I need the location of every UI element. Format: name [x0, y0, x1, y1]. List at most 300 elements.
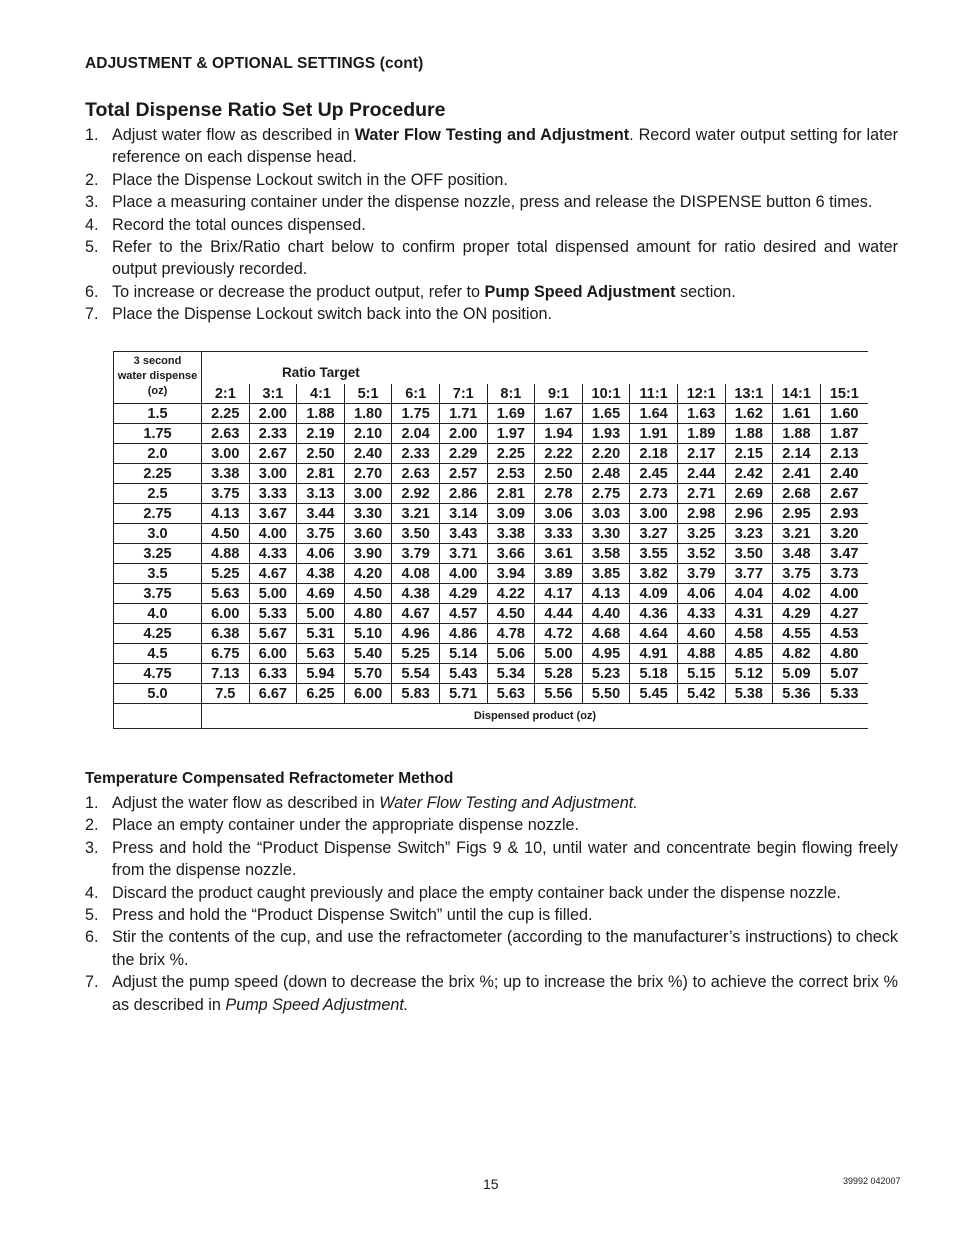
dispensed-product-cell: 4.27: [820, 604, 868, 624]
dispensed-product-cell: 5.00: [535, 644, 583, 664]
dispensed-product-cell: 4.82: [773, 644, 821, 664]
dispensed-product-cell: 3.00: [630, 504, 678, 524]
dispensed-product-cell: 4.67: [249, 564, 297, 584]
dispensed-product-cell: 3.55: [630, 544, 678, 564]
dispensed-product-cell: 2.93: [820, 504, 868, 524]
dispensed-product-cell: 2.95: [773, 504, 821, 524]
dispensed-product-cell: 4.06: [297, 544, 345, 564]
dispensed-product-cell: 6.00: [249, 644, 297, 664]
water-dispense-value: 4.25: [114, 624, 202, 644]
dispensed-product-cell: 4.20: [344, 564, 392, 584]
table-row: [114, 644, 869, 664]
dispensed-product-cell: 1.80: [344, 404, 392, 424]
ratio-header: 7:1: [439, 384, 487, 404]
dispensed-product-cell: 2.19: [297, 424, 345, 444]
ratio-header: 4:1: [297, 384, 345, 404]
dispensed-product-cell: 3.00: [202, 444, 250, 464]
dispensed-product-cell: 4.53: [820, 624, 868, 644]
procedure-step: [85, 169, 898, 191]
dispensed-product-cell: 4.17: [535, 584, 583, 604]
dispensed-product-cell: 4.44: [535, 604, 583, 624]
table-row: [114, 564, 869, 584]
dispensed-product-cell: 3.48: [773, 544, 821, 564]
dispensed-product-cell: 4.91: [630, 644, 678, 664]
dispensed-product-cell: 3.82: [630, 564, 678, 584]
table-row: [114, 624, 869, 644]
step-text: Adjust the water flow as described in: [112, 794, 380, 812]
dispensed-product-cell: 2.29: [439, 444, 487, 464]
dispensed-product-cell: 5.42: [677, 684, 725, 704]
dispensed-product-cell: 5.33: [249, 604, 297, 624]
dispensed-product-cell: 5.94: [297, 664, 345, 684]
dispensed-product-cell: 3.50: [725, 544, 773, 564]
ratio-header: 2:1: [202, 384, 250, 404]
water-dispense-value: 3.25: [114, 544, 202, 564]
dispensed-product-cell: 2.67: [820, 484, 868, 504]
step-text: Place an empty container under the appropriate dispense nozzle.: [112, 816, 580, 835]
water-dispense-value: 5.0: [114, 684, 202, 704]
dispensed-product-cell: 4.69: [297, 584, 345, 604]
step-text: Place the Dispense Lockout switch back into the ON position.: [112, 305, 552, 324]
dispensed-product-cell: 2.63: [202, 424, 250, 444]
dispensed-product-cell: 2.25: [202, 404, 250, 424]
dispensed-product-cell: 5.54: [392, 664, 440, 684]
step-number: 3.: [85, 838, 99, 857]
dispensed-product-cell: 4.33: [249, 544, 297, 564]
dispensed-product-cell: 1.88: [297, 404, 345, 424]
dispensed-product-cell: 4.33: [677, 604, 725, 624]
dispensed-product-cell: 2.53: [487, 464, 535, 484]
dispensed-product-cell: 5.23: [582, 664, 630, 684]
dispensed-product-cell: 2.50: [297, 444, 345, 464]
dispensed-product-cell: 4.38: [392, 584, 440, 604]
water-dispense-label-line: 3 second: [133, 355, 182, 367]
procedure-step: [85, 281, 898, 303]
dispensed-product-cell: 3.61: [535, 544, 583, 564]
dispensed-product-cell: 5.00: [297, 604, 345, 624]
table-row: [114, 584, 869, 604]
dispensed-product-cell: 2.00: [249, 404, 297, 424]
step-number: 2.: [85, 170, 99, 189]
step-text: Press and hold the “Product Dispense Switch” Figs 9 & 10, until water and concentrate begin flowing freely from the dispense nozzle.: [112, 838, 898, 880]
step-text: Adjust water flow as described in: [112, 126, 355, 144]
dispensed-product-cell: 4.29: [773, 604, 821, 624]
water-dispense-value: 2.25: [114, 464, 202, 484]
dispensed-product-cell: 2.00: [439, 424, 487, 444]
step-number: 7.: [85, 973, 99, 992]
dispensed-product-cell: 3.09: [487, 504, 535, 524]
dispensed-product-cell: 4.50: [487, 604, 535, 624]
water-dispense-label-line: water dispense: [117, 370, 198, 382]
ratio-target-label: Ratio Target: [282, 365, 360, 380]
dispensed-product-cell: 5.63: [487, 684, 535, 704]
water-dispense-value: 2.75: [114, 504, 202, 524]
dispensed-product-cell: 3.52: [677, 544, 725, 564]
dispensed-product-cell: 2.41: [773, 464, 821, 484]
dispensed-product-cell: 3.77: [725, 564, 773, 584]
dispensed-product-cell: 2.33: [249, 424, 297, 444]
table-row: [114, 524, 869, 544]
dispensed-product-cell: 4.08: [392, 564, 440, 584]
refractometer-step: [85, 837, 898, 882]
step-text: Water Flow Testing and Adjustment: [354, 126, 630, 144]
dispensed-product-cell: 3.66: [487, 544, 535, 564]
water-dispense-value: 2.0: [114, 444, 202, 464]
dispensed-product-cell: 3.38: [202, 464, 250, 484]
step-text: Pump Speed Adjustment: [484, 282, 676, 301]
dispensed-product-cell: 3.30: [344, 504, 392, 524]
dispensed-product-cell: 4.36: [630, 604, 678, 624]
dispensed-product-cell: 2.63: [392, 464, 440, 484]
dispensed-product-cell: 3.20: [820, 524, 868, 544]
refractometer-step: [85, 926, 898, 971]
dispensed-product-cell: 4.57: [439, 604, 487, 624]
dispensed-product-cell: 5.63: [297, 644, 345, 664]
dispensed-product-cell: 6.33: [249, 664, 297, 684]
dispensed-product-cell: 3.75: [297, 524, 345, 544]
step-number: 5.: [85, 238, 99, 257]
step-text: Press and hold the “Product Dispense Switch” until the cup is filled.: [112, 906, 593, 925]
dispensed-product-cell: 3.25: [677, 524, 725, 544]
dispensed-product-cell: 5.34: [487, 664, 535, 684]
dispensed-product-cell: 2.86: [439, 484, 487, 504]
dispensed-product-cell: 5.63: [202, 584, 250, 604]
dispensed-product-cell: 2.40: [820, 464, 868, 484]
dispensed-product-cell: 6.25: [297, 684, 345, 704]
dispensed-product-cell: 2.69: [725, 484, 773, 504]
step-text: Stir the contents of the cup, and use the refractometer (according to the manufacturer’s instructions) to check the brix %.: [112, 928, 898, 969]
dispensed-product-cell: 4.50: [344, 584, 392, 604]
dispensed-product-cell: 1.88: [725, 424, 773, 444]
dispensed-product-cell: 2.15: [725, 444, 773, 464]
page-number: 15: [483, 1176, 499, 1192]
dispensed-product-cell: 2.45: [630, 464, 678, 484]
dispensed-product-cell: 2.57: [439, 464, 487, 484]
dispensed-product-cell: 3.71: [439, 544, 487, 564]
dispensed-product-cell: 3.38: [487, 524, 535, 544]
dispensed-product-cell: 1.64: [630, 404, 678, 424]
water-dispense-header: [114, 352, 202, 404]
dispensed-product-cell: 3.50: [392, 524, 440, 544]
dispensed-product-cell: 2.78: [535, 484, 583, 504]
step-text: Water Flow Testing and Adjustment.: [379, 794, 638, 812]
dispensed-product-cell: 4.00: [820, 584, 868, 604]
dispensed-product-cell: 4.06: [677, 584, 725, 604]
section-header: ADJUSTMENT & OPTIONAL SETTINGS (cont): [85, 55, 424, 72]
dispensed-product-cell: 4.80: [820, 644, 868, 664]
dispensed-product-cell: 3.13: [297, 484, 345, 504]
water-dispense-value: 4.0: [114, 604, 202, 624]
dispensed-product-cell: 4.29: [439, 584, 487, 604]
dispensed-product-cell: 4.40: [582, 604, 630, 624]
step-text: Discard the product caught previously and place the empty container back under the dispense nozzle.: [112, 883, 841, 902]
dispensed-product-cell: 3.21: [773, 524, 821, 544]
refractometer-steps: [85, 792, 898, 1016]
dispensed-product-cell: 5.71: [439, 684, 487, 704]
dispensed-product-cell: 6.67: [249, 684, 297, 704]
dispensed-product-cell: 1.97: [487, 424, 535, 444]
dispensed-product-cell: 2.73: [630, 484, 678, 504]
dispensed-product-cell: 3.75: [202, 484, 250, 504]
dispensed-product-cell: 5.09: [773, 664, 821, 684]
ratio-header: 10:1: [582, 384, 630, 404]
ratio-header: 3:1: [249, 384, 297, 404]
dispensed-product-cell: 2.18: [630, 444, 678, 464]
dispensed-product-cell: 4.96: [392, 624, 440, 644]
dispensed-product-cell: 5.25: [202, 564, 250, 584]
table-row: [114, 424, 869, 444]
dispensed-product-cell: 1.94: [535, 424, 583, 444]
dispensed-product-cell: 3.79: [392, 544, 440, 564]
dispensed-product-cell: 4.78: [487, 624, 535, 644]
dispensed-product-cell: 2.68: [773, 484, 821, 504]
dispensed-product-cell: 1.62: [725, 404, 773, 424]
dispensed-product-cell: 5.25: [392, 644, 440, 664]
dispensed-product-cell: 2.48: [582, 464, 630, 484]
dispensed-product-cell: 4.64: [630, 624, 678, 644]
step-text: Adjust the pump speed (down to decrease the brix %; up to increase the brix %) to achieve the correct brix % as described in: [112, 973, 898, 1014]
water-dispense-value: 4.5: [114, 644, 202, 664]
dispensed-product-cell: 6.00: [344, 684, 392, 704]
ratio-header: 15:1: [820, 384, 868, 404]
dispensed-product-cell: 5.33: [820, 684, 868, 704]
dispensed-product-cell: 2.50: [535, 464, 583, 484]
dispensed-product-cell: 5.12: [725, 664, 773, 684]
refractometer-step: [85, 882, 898, 904]
step-number: 4.: [85, 215, 99, 234]
dispensed-product-cell: 2.81: [297, 464, 345, 484]
dispensed-product-cell: 6.00: [202, 604, 250, 624]
dispensed-product-cell: 2.22: [535, 444, 583, 464]
water-dispense-value: 2.5: [114, 484, 202, 504]
procedure-step: [85, 191, 898, 213]
ratio-header: 14:1: [773, 384, 821, 404]
dispensed-product-cell: 3.47: [820, 544, 868, 564]
ratio-header: 11:1: [630, 384, 678, 404]
dispensed-product-cell: 2.70: [344, 464, 392, 484]
dispensed-product-cell: 5.00: [249, 584, 297, 604]
dispensed-product-cell: 3.89: [535, 564, 583, 584]
dispensed-product-cell: 3.00: [249, 464, 297, 484]
water-dispense-value: 1.5: [114, 404, 202, 424]
dispensed-product-cell: 4.80: [344, 604, 392, 624]
dispensed-product-cell: 2.25: [487, 444, 535, 464]
water-dispense-value: 4.75: [114, 664, 202, 684]
dispensed-product-cell: 3.85: [582, 564, 630, 584]
dispensed-product-label: Dispensed product (oz): [202, 704, 869, 729]
refractometer-title: Temperature Compensated Refractometer Method: [85, 770, 454, 787]
step-text: Place the Dispense Lockout switch in the OFF position.: [112, 170, 508, 189]
water-dispense-value: 3.0: [114, 524, 202, 544]
dispensed-product-cell: 3.44: [297, 504, 345, 524]
dispensed-product-cell: 5.56: [535, 684, 583, 704]
dispensed-product-cell: 5.36: [773, 684, 821, 704]
dispensed-product-cell: 4.88: [202, 544, 250, 564]
dispensed-product-cell: 4.68: [582, 624, 630, 644]
step-text: section.: [675, 282, 736, 301]
dispensed-product-cell: 7.13: [202, 664, 250, 684]
dispensed-product-cell: 4.60: [677, 624, 725, 644]
dispensed-product-cell: 4.22: [487, 584, 535, 604]
dispensed-product-cell: 4.72: [535, 624, 583, 644]
dispensed-product-cell: 3.60: [344, 524, 392, 544]
dispensed-product-cell: 2.96: [725, 504, 773, 524]
step-number: 1.: [85, 126, 99, 144]
dispensed-product-cell: 4.55: [773, 624, 821, 644]
step-text: To increase or decrease the product output, refer to: [112, 282, 485, 301]
dispensed-product-cell: 2.98: [677, 504, 725, 524]
dispensed-product-cell: 2.42: [725, 464, 773, 484]
table-row: [114, 604, 869, 624]
dispensed-product-cell: 4.00: [439, 564, 487, 584]
dispensed-product-cell: 3.73: [820, 564, 868, 584]
table-row: [114, 504, 869, 524]
procedure-step: [85, 236, 898, 281]
dispensed-product-cell: 2.10: [344, 424, 392, 444]
step-number: 4.: [85, 883, 99, 902]
step-text: Record the total ounces dispensed.: [112, 215, 366, 234]
dispensed-product-cell: 2.04: [392, 424, 440, 444]
step-text: Place a measuring container under the dispense nozzle, press and release the DISPENSE button 6 times.: [112, 193, 873, 212]
dispensed-product-cell: 1.61: [773, 404, 821, 424]
dispensed-product-cell: 3.58: [582, 544, 630, 564]
doc-id: 39992 042007: [843, 1176, 901, 1186]
ratio-header: 9:1: [535, 384, 583, 404]
dispensed-product-cell: 4.50: [202, 524, 250, 544]
dispensed-product-cell: 5.28: [535, 664, 583, 684]
dispensed-product-cell: 4.13: [202, 504, 250, 524]
dispensed-product-cell: 2.71: [677, 484, 725, 504]
dispensed-product-cell: 4.86: [439, 624, 487, 644]
dispensed-product-cell: 4.00: [249, 524, 297, 544]
dispensed-product-cell: 1.93: [582, 424, 630, 444]
ratio-header: 5:1: [344, 384, 392, 404]
procedure-step: [85, 303, 898, 325]
dispensed-product-cell: 4.38: [297, 564, 345, 584]
dispensed-product-cell: 6.38: [202, 624, 250, 644]
water-dispense-value: 1.75: [114, 424, 202, 444]
dispensed-product-cell: 1.75: [392, 404, 440, 424]
dispensed-product-cell: 3.43: [439, 524, 487, 544]
dispensed-product-cell: 4.04: [725, 584, 773, 604]
dispensed-product-cell: 3.00: [344, 484, 392, 504]
water-dispense-label-line: (oz): [147, 385, 168, 397]
dispensed-product-cell: 2.14: [773, 444, 821, 464]
procedure-step: [85, 214, 898, 236]
table-row: [114, 544, 869, 564]
dispensed-product-cell: 2.75: [582, 484, 630, 504]
dispensed-product-cell: 2.92: [392, 484, 440, 504]
procedure-step: [85, 124, 898, 169]
dispensed-product-cell: 3.27: [630, 524, 678, 544]
refractometer-step: [85, 814, 898, 836]
dispensed-product-cell: 3.67: [249, 504, 297, 524]
table-row: [114, 464, 869, 484]
dispensed-product-cell: 3.03: [582, 504, 630, 524]
water-dispense-value: 3.75: [114, 584, 202, 604]
dispensed-product-cell: 5.83: [392, 684, 440, 704]
dispensed-product-cell: 2.67: [249, 444, 297, 464]
ratio-header: 13:1: [725, 384, 773, 404]
dispensed-product-cell: 1.69: [487, 404, 535, 424]
dispensed-product-cell: 5.14: [439, 644, 487, 664]
table-row: [114, 404, 869, 424]
dispensed-product-cell: 1.87: [820, 424, 868, 444]
dispensed-product-cell: 3.79: [677, 564, 725, 584]
dispensed-product-cell: 7.5: [202, 684, 250, 704]
step-text: Pump Speed Adjustment.: [225, 995, 409, 1014]
dispensed-product-cell: 3.94: [487, 564, 535, 584]
step-number: 6.: [85, 928, 99, 947]
dispensed-product-cell: 1.67: [535, 404, 583, 424]
dispensed-product-cell: 2.40: [344, 444, 392, 464]
dispensed-product-cell: 3.33: [249, 484, 297, 504]
dispensed-product-cell: 1.63: [677, 404, 725, 424]
dispensed-product-cell: 1.88: [773, 424, 821, 444]
dispensed-product-cell: 3.75: [773, 564, 821, 584]
dispensed-product-cell: 5.50: [582, 684, 630, 704]
step-number: 1.: [85, 794, 99, 812]
dispensed-product-cell: 4.31: [725, 604, 773, 624]
dispensed-product-cell: 2.44: [677, 464, 725, 484]
ratio-header: 8:1: [487, 384, 535, 404]
step-text: Refer to the Brix/Ratio chart below to confirm proper total dispensed amount for ratio desired and water output previously recorded.: [112, 238, 898, 279]
ratio-table: [113, 351, 868, 729]
dispensed-product-cell: 2.81: [487, 484, 535, 504]
dispensed-product-cell: 5.70: [344, 664, 392, 684]
dispensed-product-cell: 4.95: [582, 644, 630, 664]
dispensed-product-cell: 4.67: [392, 604, 440, 624]
dispensed-product-cell: 5.31: [297, 624, 345, 644]
dispensed-product-cell: 5.38: [725, 684, 773, 704]
step-number: 7.: [85, 305, 99, 324]
table-row: [114, 444, 869, 464]
dispensed-product-cell: 3.33: [535, 524, 583, 544]
dispensed-product-cell: 5.15: [677, 664, 725, 684]
dispensed-product-cell: 4.88: [677, 644, 725, 664]
step-number: 3.: [85, 193, 99, 212]
dispensed-product-cell: 6.75: [202, 644, 250, 664]
brix-ratio-chart: [113, 351, 868, 729]
procedure-title: Total Dispense Ratio Set Up Procedure: [85, 99, 446, 121]
refractometer-step: [85, 904, 898, 926]
dispensed-product-cell: 4.09: [630, 584, 678, 604]
dispensed-product-cell: 5.06: [487, 644, 535, 664]
dispensed-product-cell: 5.45: [630, 684, 678, 704]
dispensed-product-cell: 2.17: [677, 444, 725, 464]
dispensed-product-cell: 2.13: [820, 444, 868, 464]
water-dispense-value: 3.5: [114, 564, 202, 584]
table-row: [114, 664, 869, 684]
dispensed-product-cell: 3.14: [439, 504, 487, 524]
dispensed-product-cell: 3.30: [582, 524, 630, 544]
procedure-steps: [85, 124, 898, 326]
refractometer-step: [85, 971, 898, 1016]
step-text: . Record water output setting for later reference on each dispense head.: [112, 126, 898, 167]
dispensed-product-cell: 2.33: [392, 444, 440, 464]
dispensed-product-cell: 5.43: [439, 664, 487, 684]
dispensed-product-cell: 3.21: [392, 504, 440, 524]
dispensed-product-cell: 3.06: [535, 504, 583, 524]
refractometer-step: [85, 792, 898, 814]
dispensed-product-cell: 5.40: [344, 644, 392, 664]
step-number: 6.: [85, 282, 99, 301]
table-row: [114, 484, 869, 504]
ratio-header: 6:1: [392, 384, 440, 404]
dispensed-product-cell: 2.20: [582, 444, 630, 464]
dispensed-product-cell: 3.90: [344, 544, 392, 564]
step-number: 5.: [85, 906, 99, 925]
